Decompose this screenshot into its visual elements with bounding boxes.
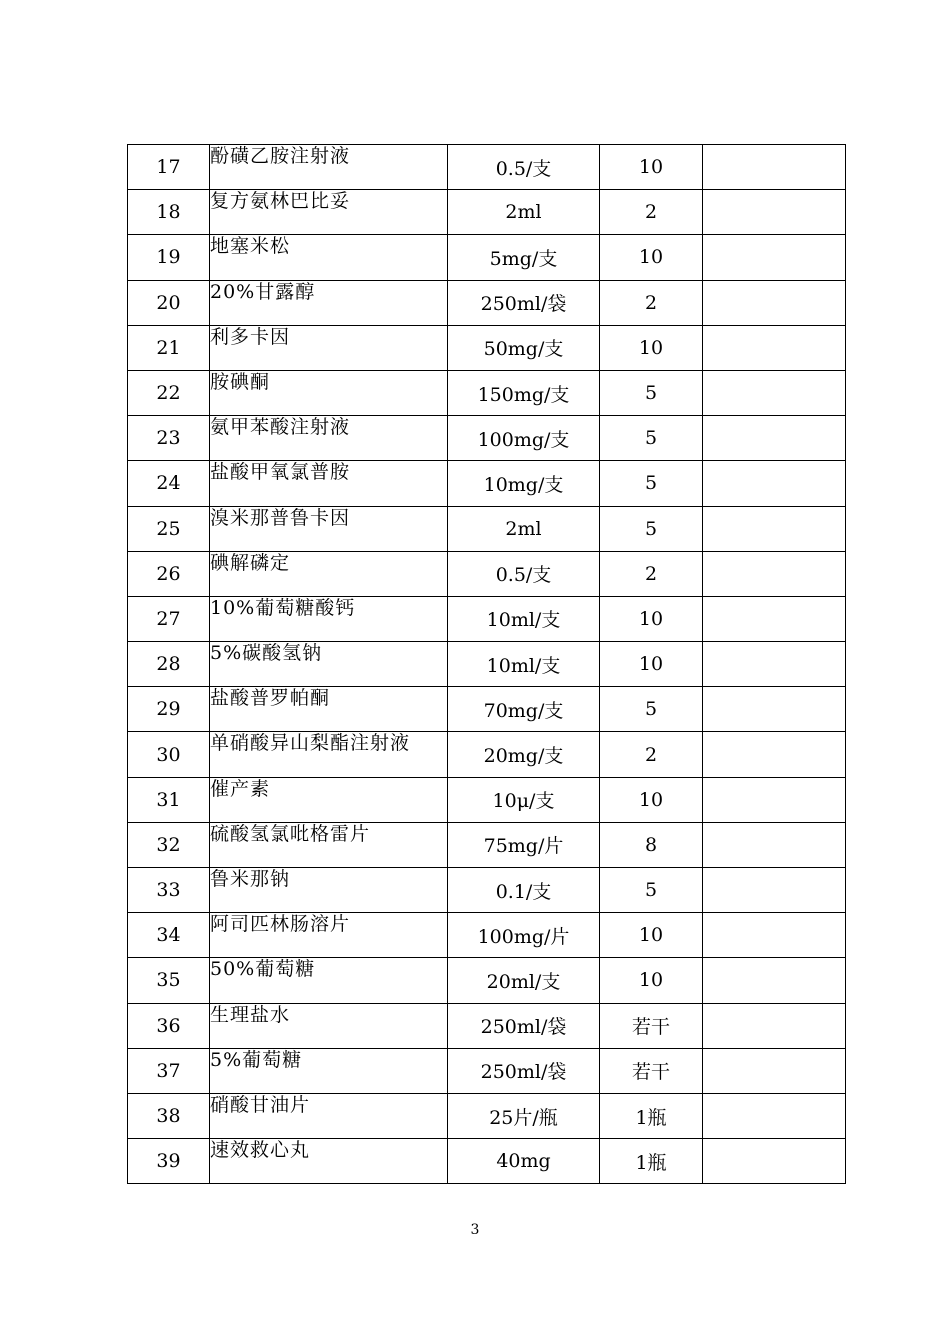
drug-quantity: 10 [600, 145, 703, 190]
row-number: 32 [128, 822, 210, 867]
table-body [128, 145, 846, 1184]
table-row [128, 325, 846, 370]
row-number: 23 [128, 416, 210, 461]
drug-spec: 250ml/袋 [448, 280, 600, 325]
row-number: 20 [128, 280, 210, 325]
row-number: 30 [128, 732, 210, 777]
drug-name: 硝酸甘油片 [210, 1093, 448, 1138]
drug-quantity: 10 [600, 913, 703, 958]
row-number: 33 [128, 868, 210, 913]
drug-spec: 70mg/支 [448, 687, 600, 732]
drug-quantity: 若干 [600, 1048, 703, 1093]
table-row [128, 1003, 846, 1048]
row-number: 35 [128, 958, 210, 1003]
drug-name: 阿司匹林肠溶片 [210, 913, 448, 958]
drug-note [703, 1139, 846, 1184]
drug-note [703, 687, 846, 732]
drug-spec: 25片/瓶 [448, 1093, 600, 1138]
drug-name: 5%碳酸氢钠 [210, 642, 448, 687]
drug-name: 碘解磷定 [210, 551, 448, 596]
drug-spec: 0.5/支 [448, 145, 600, 190]
drug-note [703, 1093, 846, 1138]
drug-quantity: 8 [600, 822, 703, 867]
row-number: 25 [128, 506, 210, 551]
drug-name: 复方氨林巴比妥 [210, 190, 448, 235]
row-number: 24 [128, 461, 210, 506]
drug-spec: 0.5/支 [448, 551, 600, 596]
row-number: 38 [128, 1093, 210, 1138]
table-row [128, 822, 846, 867]
drug-name: 50%葡萄糖 [210, 958, 448, 1003]
table-row [128, 506, 846, 551]
drug-spec: 100mg/片 [448, 913, 600, 958]
row-number: 36 [128, 1003, 210, 1048]
drug-note [703, 1048, 846, 1093]
drug-spec: 10μ/支 [448, 777, 600, 822]
drug-note [703, 506, 846, 551]
drug-quantity: 5 [600, 370, 703, 415]
table-row [128, 235, 846, 280]
drug-spec: 75mg/片 [448, 822, 600, 867]
drug-note [703, 913, 846, 958]
drug-note [703, 461, 846, 506]
drug-name: 鲁米那钠 [210, 868, 448, 913]
table-row [128, 1048, 846, 1093]
drug-name: 生理盐水 [210, 1003, 448, 1048]
table-row [128, 687, 846, 732]
drug-name: 硫酸氢氯吡格雷片 [210, 822, 448, 867]
drug-spec: 50mg/支 [448, 325, 600, 370]
drug-note [703, 642, 846, 687]
table-row [128, 461, 846, 506]
drug-name: 20%甘露醇 [210, 280, 448, 325]
drug-quantity: 2 [600, 280, 703, 325]
row-number: 29 [128, 687, 210, 732]
drug-quantity: 2 [600, 190, 703, 235]
row-number: 21 [128, 325, 210, 370]
drug-spec: 10ml/支 [448, 596, 600, 641]
drug-note [703, 732, 846, 777]
drug-note [703, 596, 846, 641]
drug-name: 氨甲苯酸注射液 [210, 416, 448, 461]
table-row [128, 280, 846, 325]
drug-spec: 2ml [448, 190, 600, 235]
table-row [128, 913, 846, 958]
drug-quantity: 10 [600, 235, 703, 280]
drug-spec: 150mg/支 [448, 370, 600, 415]
drug-spec: 20ml/支 [448, 958, 600, 1003]
table-row [128, 190, 846, 235]
drug-spec: 10ml/支 [448, 642, 600, 687]
drug-name: 地塞米松 [210, 235, 448, 280]
drug-spec: 10mg/支 [448, 461, 600, 506]
drug-quantity: 1瓶 [600, 1093, 703, 1138]
row-number: 18 [128, 190, 210, 235]
drug-note [703, 235, 846, 280]
drug-quantity: 10 [600, 325, 703, 370]
drug-note [703, 325, 846, 370]
drug-name: 10%葡萄糖酸钙 [210, 596, 448, 641]
table-row [128, 732, 846, 777]
drug-quantity: 10 [600, 958, 703, 1003]
row-number: 17 [128, 145, 210, 190]
table-row [128, 868, 846, 913]
drug-quantity: 10 [600, 777, 703, 822]
row-number: 34 [128, 913, 210, 958]
drug-spec: 100mg/支 [448, 416, 600, 461]
drug-spec: 0.1/支 [448, 868, 600, 913]
drug-spec: 5mg/支 [448, 235, 600, 280]
table-row [128, 551, 846, 596]
drug-inventory-table [127, 144, 846, 1184]
table-row [128, 370, 846, 415]
drug-quantity: 10 [600, 596, 703, 641]
drug-note [703, 190, 846, 235]
drug-quantity: 2 [600, 732, 703, 777]
drug-quantity: 1瓶 [600, 1139, 703, 1184]
drug-name: 酚磺乙胺注射液 [210, 145, 448, 190]
drug-quantity: 2 [600, 551, 703, 596]
drug-quantity: 5 [600, 416, 703, 461]
drug-note [703, 280, 846, 325]
table-row [128, 145, 846, 190]
table-row [128, 416, 846, 461]
drug-note [703, 958, 846, 1003]
drug-note [703, 551, 846, 596]
row-number: 37 [128, 1048, 210, 1093]
table-row [128, 642, 846, 687]
drug-spec: 250ml/袋 [448, 1048, 600, 1093]
table-row [128, 958, 846, 1003]
drug-quantity: 5 [600, 687, 703, 732]
table-row [128, 1139, 846, 1184]
drug-note [703, 868, 846, 913]
drug-name: 胺碘酮 [210, 370, 448, 415]
drug-quantity: 5 [600, 461, 703, 506]
drug-name: 盐酸普罗帕酮 [210, 687, 448, 732]
row-number: 31 [128, 777, 210, 822]
table-row [128, 596, 846, 641]
row-number: 19 [128, 235, 210, 280]
row-number: 27 [128, 596, 210, 641]
drug-note [703, 1003, 846, 1048]
drug-quantity: 5 [600, 506, 703, 551]
drug-name: 5%葡萄糖 [210, 1048, 448, 1093]
row-number: 28 [128, 642, 210, 687]
drug-name: 催产素 [210, 777, 448, 822]
drug-note [703, 777, 846, 822]
drug-quantity: 5 [600, 868, 703, 913]
drug-name: 溴米那普鲁卡因 [210, 506, 448, 551]
page-number: 3 [470, 1222, 480, 1238]
table-row [128, 1093, 846, 1138]
drug-spec: 2ml [448, 506, 600, 551]
drug-spec: 40mg [448, 1139, 600, 1184]
drug-note [703, 370, 846, 415]
drug-name: 盐酸甲氧氯普胺 [210, 461, 448, 506]
drug-note [703, 145, 846, 190]
drug-name: 速效救心丸 [210, 1139, 448, 1184]
drug-spec: 20mg/支 [448, 732, 600, 777]
drug-note [703, 416, 846, 461]
row-number: 22 [128, 370, 210, 415]
row-number: 26 [128, 551, 210, 596]
drug-quantity: 10 [600, 642, 703, 687]
drug-name: 利多卡因 [210, 325, 448, 370]
drug-note [703, 822, 846, 867]
drug-quantity: 若干 [600, 1003, 703, 1048]
drug-name: 单硝酸异山梨酯注射液 [210, 732, 448, 777]
row-number: 39 [128, 1139, 210, 1184]
drug-spec: 250ml/袋 [448, 1003, 600, 1048]
table-row [128, 777, 846, 822]
